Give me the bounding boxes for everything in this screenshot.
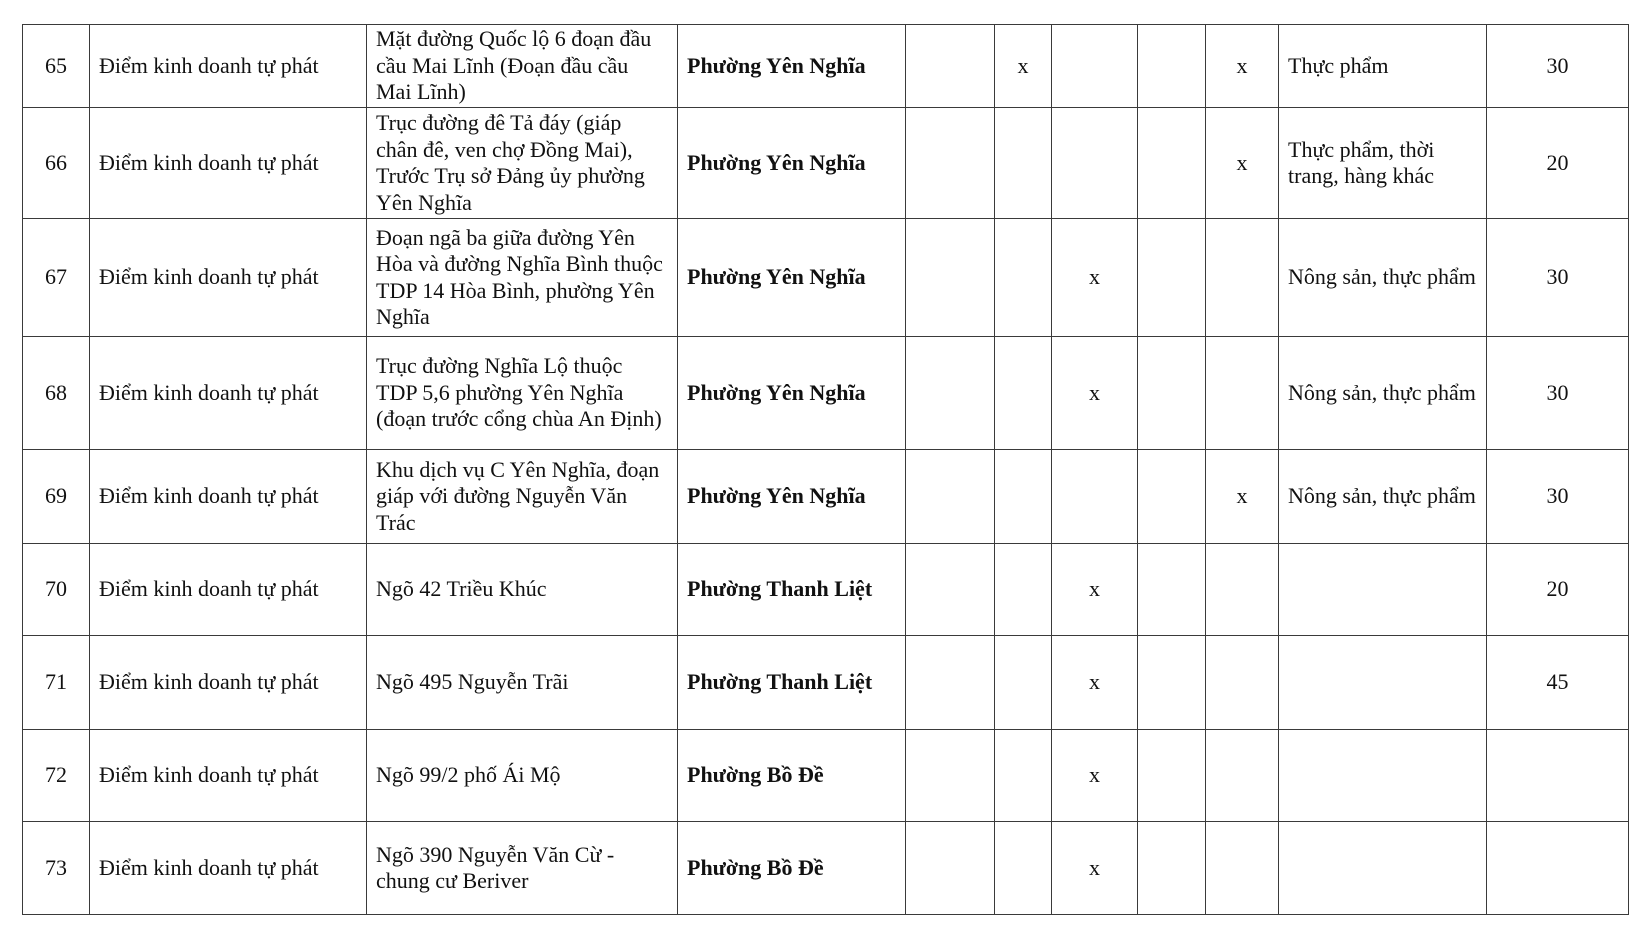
mark-col-3 [1052, 25, 1138, 108]
point-type: Điểm kinh doanh tự phát [90, 337, 367, 450]
point-type: Điểm kinh doanh tự phát [90, 544, 367, 636]
table-row [23, 730, 1629, 822]
mark-col-1 [906, 730, 995, 822]
mark-col-3 [1052, 450, 1138, 544]
point-type: Điểm kinh doanh tự phát [90, 219, 367, 337]
goods [1279, 822, 1487, 915]
row-number: 67 [23, 219, 90, 337]
row-number: 71 [23, 636, 90, 730]
mark-col-2: x [995, 25, 1052, 108]
mark-col-3: x [1052, 636, 1138, 730]
point-type: Điểm kinh doanh tự phát [90, 636, 367, 730]
mark-col-2 [995, 822, 1052, 915]
mark-col-5 [1206, 730, 1279, 822]
mark-col-3 [1052, 108, 1138, 219]
mark-col-4 [1138, 544, 1206, 636]
mark-col-4 [1138, 25, 1206, 108]
goods: Nông sản, thực phẩm [1279, 337, 1487, 450]
quantity: 30 [1487, 25, 1629, 108]
goods [1279, 544, 1487, 636]
quantity: 30 [1487, 337, 1629, 450]
goods: Thực phẩm [1279, 25, 1487, 108]
mark-col-3: x [1052, 337, 1138, 450]
table-row [23, 337, 1629, 450]
row-number: 68 [23, 337, 90, 450]
quantity: 20 [1487, 108, 1629, 219]
address: Ngõ 495 Nguyễn Trãi [367, 636, 678, 730]
point-type: Điểm kinh doanh tự phát [90, 822, 367, 915]
row-number: 72 [23, 730, 90, 822]
ward: Phường Thanh Liệt [678, 544, 906, 636]
mark-col-1 [906, 450, 995, 544]
table-row [23, 108, 1629, 219]
goods: Nông sản, thực phẩm [1279, 219, 1487, 337]
mark-col-5: x [1206, 25, 1279, 108]
mark-col-5: x [1206, 108, 1279, 219]
mark-col-2 [995, 450, 1052, 544]
table-body [23, 25, 1629, 915]
quantity: 30 [1487, 219, 1629, 337]
table-row [23, 822, 1629, 915]
mark-col-2 [995, 219, 1052, 337]
point-type: Điểm kinh doanh tự phát [90, 730, 367, 822]
ward: Phường Bồ Đề [678, 730, 906, 822]
mark-col-1 [906, 822, 995, 915]
address: Khu dịch vụ C Yên Nghĩa, đoạn giáp với đường Nguyễn Văn Trác [367, 450, 678, 544]
mark-col-5: x [1206, 450, 1279, 544]
mark-col-2 [995, 108, 1052, 219]
ward: Phường Yên Nghĩa [678, 108, 906, 219]
goods: Nông sản, thực phẩm [1279, 450, 1487, 544]
mark-col-4 [1138, 450, 1206, 544]
ward: Phường Yên Nghĩa [678, 450, 906, 544]
address: Ngõ 99/2 phố Ái Mộ [367, 730, 678, 822]
mark-col-5 [1206, 337, 1279, 450]
table-row [23, 544, 1629, 636]
market-locations-table [22, 24, 1629, 915]
mark-col-5 [1206, 219, 1279, 337]
mark-col-4 [1138, 636, 1206, 730]
address: Mặt đường Quốc lộ 6 đoạn đầu cầu Mai Lĩnh (Đoạn đầu cầu Mai Lĩnh) [367, 25, 678, 108]
address: Trục đường Nghĩa Lộ thuộc TDP 5,6 phường Yên Nghĩa (đoạn trước cổng chùa An Định) [367, 337, 678, 450]
address: Trục đường đê Tả đáy (giáp chân đê, ven chợ Đồng Mai), Trước Trụ sở Đảng ủy phường Yên Nghĩa [367, 108, 678, 219]
mark-col-5 [1206, 544, 1279, 636]
point-type: Điểm kinh doanh tự phát [90, 450, 367, 544]
row-number: 70 [23, 544, 90, 636]
quantity [1487, 822, 1629, 915]
row-number: 66 [23, 108, 90, 219]
mark-col-4 [1138, 337, 1206, 450]
goods [1279, 636, 1487, 730]
table-row [23, 636, 1629, 730]
ward: Phường Yên Nghĩa [678, 25, 906, 108]
ward: Phường Yên Nghĩa [678, 219, 906, 337]
goods [1279, 730, 1487, 822]
mark-col-3: x [1052, 219, 1138, 337]
goods: Thực phẩm, thời trang, hàng khác [1279, 108, 1487, 219]
mark-col-4 [1138, 219, 1206, 337]
mark-col-2 [995, 544, 1052, 636]
row-number: 65 [23, 25, 90, 108]
address: Ngõ 42 Triều Khúc [367, 544, 678, 636]
mark-col-1 [906, 25, 995, 108]
mark-col-4 [1138, 108, 1206, 219]
quantity: 30 [1487, 450, 1629, 544]
quantity [1487, 730, 1629, 822]
ward: Phường Yên Nghĩa [678, 337, 906, 450]
table-row [23, 219, 1629, 337]
quantity: 20 [1487, 544, 1629, 636]
mark-col-5 [1206, 822, 1279, 915]
mark-col-5 [1206, 636, 1279, 730]
row-number: 73 [23, 822, 90, 915]
ward: Phường Thanh Liệt [678, 636, 906, 730]
mark-col-2 [995, 337, 1052, 450]
address: Ngõ 390 Nguyễn Văn Cừ - chung cư Beriver [367, 822, 678, 915]
mark-col-1 [906, 636, 995, 730]
mark-col-2 [995, 730, 1052, 822]
mark-col-2 [995, 636, 1052, 730]
quantity: 45 [1487, 636, 1629, 730]
row-number: 69 [23, 450, 90, 544]
table-row [23, 450, 1629, 544]
mark-col-1 [906, 219, 995, 337]
mark-col-3: x [1052, 544, 1138, 636]
mark-col-4 [1138, 730, 1206, 822]
mark-col-1 [906, 337, 995, 450]
point-type: Điểm kinh doanh tự phát [90, 25, 367, 108]
point-type: Điểm kinh doanh tự phát [90, 108, 367, 219]
address: Đoạn ngã ba giữa đường Yên Hòa và đường Nghĩa Bình thuộc TDP 14 Hòa Bình, phường Yên Nghĩa [367, 219, 678, 337]
ward: Phường Bồ Đề [678, 822, 906, 915]
mark-col-3: x [1052, 822, 1138, 915]
mark-col-4 [1138, 822, 1206, 915]
table-row [23, 25, 1629, 108]
mark-col-1 [906, 544, 995, 636]
mark-col-1 [906, 108, 995, 219]
mark-col-3: x [1052, 730, 1138, 822]
